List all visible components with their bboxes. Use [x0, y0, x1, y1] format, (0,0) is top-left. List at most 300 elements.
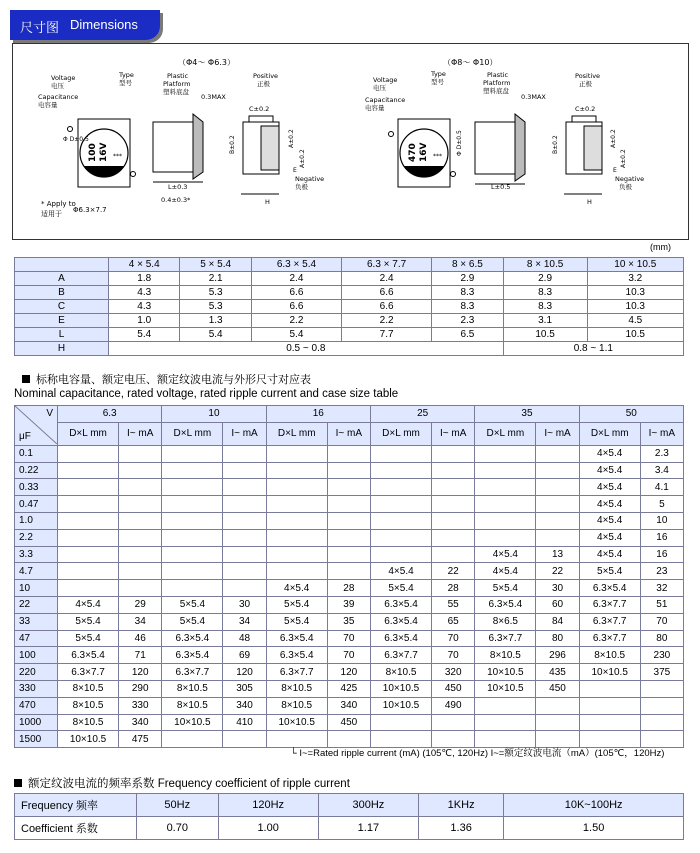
- right-cap-value: 470: [408, 143, 418, 162]
- ripple-current-cell: 46: [119, 630, 162, 647]
- case-size-cell: 6.3×5.4: [370, 613, 431, 630]
- case-size-cell: 4×5.4: [579, 462, 640, 479]
- dim-value-cell: 4.3: [109, 286, 180, 300]
- sub-header-dl: D×L mm: [58, 422, 119, 445]
- case-size-cell: [162, 580, 223, 597]
- dim-value-cell: 1.8: [109, 272, 180, 286]
- ripple-current-cell: 29: [119, 596, 162, 613]
- ripple-current-cell: [223, 479, 266, 496]
- coef-row: [15, 817, 684, 840]
- ripple-current-cell: [119, 445, 162, 462]
- ripple-current-cell: [536, 512, 579, 529]
- ripple-current-cell: 340: [327, 697, 370, 714]
- dim-value-cell: 7.7: [342, 328, 432, 342]
- ripple-corner-cell: [15, 406, 58, 446]
- negative-label-left: Negative: [295, 175, 325, 183]
- freq-row: [15, 794, 684, 817]
- case-size-cell: 4×5.4: [579, 496, 640, 513]
- case-size-cell: [266, 496, 327, 513]
- ripple-row: [15, 680, 684, 697]
- ripple-current-cell: [223, 496, 266, 513]
- ripple-current-cell: 3.4: [640, 462, 683, 479]
- left-capacitor-side-view: [153, 114, 306, 194]
- ripple-row: [15, 445, 684, 462]
- ripple-current-cell: 71: [119, 647, 162, 664]
- dim-table-corner: [15, 258, 109, 272]
- case-size-cell: [58, 546, 119, 563]
- negative-cn-right: 负极: [619, 183, 632, 191]
- dim-value-cell: 2.2: [342, 314, 432, 328]
- ripple-current-cell: [536, 479, 579, 496]
- dim-value-cell: 1.0: [109, 314, 180, 328]
- case-size-cell: 10×10.5: [579, 664, 640, 681]
- sub-header-dl: D×L mm: [475, 422, 536, 445]
- case-size-cell: 6.3×7.7: [370, 647, 431, 664]
- ripple-current-cell: 120: [327, 664, 370, 681]
- ripple-current-cell: 2.3: [640, 445, 683, 462]
- dim-b-left: B±0.2: [229, 135, 236, 154]
- case-size-cell: [475, 462, 536, 479]
- apply-size: Φ6.3×7.7: [73, 206, 107, 214]
- ripple-current-cell: 22: [536, 563, 579, 580]
- case-size-cell: 6.3×7.7: [162, 664, 223, 681]
- voltage-header: 35: [475, 406, 579, 423]
- sub-header-i: I~ mA: [223, 422, 266, 445]
- case-size-cell: 6.3×5.4: [266, 647, 327, 664]
- ripple-current-cell: 340: [119, 714, 162, 731]
- dim-row-label: C: [15, 300, 109, 314]
- dim-table-row: [15, 272, 684, 286]
- ripple-current-cell: [432, 529, 475, 546]
- ripple-current-cell: [536, 462, 579, 479]
- case-size-cell: [370, 512, 431, 529]
- freq-cell: 10K~100Hz: [504, 794, 684, 817]
- ripple-current-cell: 425: [327, 680, 370, 697]
- case-size-cell: [58, 462, 119, 479]
- freq-cell: 1KHz: [418, 794, 503, 817]
- ripple-current-cell: 28: [327, 580, 370, 597]
- dim-e-right: E: [613, 167, 617, 174]
- case-size-cell: [266, 445, 327, 462]
- ripple-row: [15, 479, 684, 496]
- frequency-table: [14, 793, 684, 840]
- case-size-cell: 6.3×5.4: [266, 630, 327, 647]
- case-size-cell: [266, 563, 327, 580]
- dim-header-cell: 10 × 10.5: [587, 258, 683, 272]
- ripple-table: [14, 405, 684, 748]
- ripple-current-cell: [119, 512, 162, 529]
- freq-cell: 300Hz: [318, 794, 418, 817]
- ripple-current-cell: [119, 563, 162, 580]
- dim-value-cell: 5.3: [180, 300, 251, 314]
- ripple-current-cell: [432, 714, 475, 731]
- case-size-cell: 6.3×5.4: [579, 580, 640, 597]
- ripple-current-cell: [640, 680, 683, 697]
- ripple-current-cell: [223, 546, 266, 563]
- case-size-cell: 8×10.5: [162, 697, 223, 714]
- capacitance-cell: 22: [15, 596, 58, 613]
- ripple-current-cell: [536, 697, 579, 714]
- case-size-cell: 5×5.4: [475, 580, 536, 597]
- ripple-current-cell: [119, 546, 162, 563]
- ripple-current-cell: 80: [536, 630, 579, 647]
- ripple-current-cell: [119, 462, 162, 479]
- case-size-cell: 5×5.4: [579, 563, 640, 580]
- dim-header-cell: 8 × 10.5: [503, 258, 587, 272]
- ripple-current-cell: 39: [327, 596, 370, 613]
- corner-uf-label: μF: [19, 430, 31, 442]
- case-size-cell: 6.3×5.4: [162, 630, 223, 647]
- ripple-current-cell: [432, 479, 475, 496]
- dim-h-large: 0.8 ~ 1.1: [503, 342, 683, 356]
- dimension-drawing-svg: [13, 44, 688, 239]
- ripple-current-cell: [432, 462, 475, 479]
- dim-value-cell: 4.3: [109, 300, 180, 314]
- ripple-subheader-row: [15, 422, 684, 445]
- type-label-right: Type: [431, 70, 446, 78]
- right-cap-mark: ***: [433, 153, 442, 160]
- case-size-cell: [266, 546, 327, 563]
- capacitance-label-right: Capacitance: [365, 96, 406, 104]
- ripple-current-cell: 28: [432, 580, 475, 597]
- ripple-current-cell: 410: [223, 714, 266, 731]
- ripple-row: [15, 580, 684, 597]
- dim-table-unit: (mm): [650, 242, 671, 252]
- positive-label: Positive: [253, 72, 279, 80]
- dim-phid-left: Φ D±0.5: [63, 136, 89, 143]
- ripple-current-cell: 51: [640, 596, 683, 613]
- ripple-current-cell: 70: [327, 630, 370, 647]
- case-size-cell: 10×10.5: [162, 714, 223, 731]
- dim-03max-right: 0.3MAX: [521, 93, 546, 101]
- dim-value-cell: 2.3: [432, 314, 503, 328]
- ripple-footnote: └ I~=Rated ripple current (mA) (105℃, 120Hz) I~=额定纹波电流（mA）(105℃，120Hz): [290, 748, 665, 759]
- dim-value-cell: 6.6: [342, 300, 432, 314]
- dim-header-cell: 5 × 5.4: [180, 258, 251, 272]
- case-size-cell: [58, 580, 119, 597]
- left-capacitor-top-view: [63, 119, 136, 187]
- ripple-current-cell: 70: [432, 630, 475, 647]
- case-size-cell: 10×10.5: [370, 680, 431, 697]
- capacitance-cell: 1000: [15, 714, 58, 731]
- positive-label-right: Positive: [575, 72, 601, 80]
- ripple-current-cell: [536, 714, 579, 731]
- voltage-cn-right: 电压: [373, 84, 386, 92]
- dim-value-cell: 6.6: [251, 286, 341, 300]
- positive-cn-right: 正极: [579, 80, 592, 88]
- dim-value-cell: 2.9: [432, 272, 503, 286]
- dim-l-left: L±0.3: [168, 183, 188, 191]
- case-size-cell: [58, 445, 119, 462]
- ripple-current-cell: [223, 529, 266, 546]
- ripple-current-cell: [432, 445, 475, 462]
- ripple-row: [15, 563, 684, 580]
- dim-value-cell: 6.6: [251, 300, 341, 314]
- dim-header-cell: 4 × 5.4: [109, 258, 180, 272]
- ripple-current-cell: [119, 496, 162, 513]
- left-cap-value: 100: [88, 143, 98, 162]
- ripple-current-cell: 80: [640, 630, 683, 647]
- ripple-current-cell: 60: [536, 596, 579, 613]
- corner-v-label: V: [46, 408, 53, 419]
- dim-table-row: [15, 328, 684, 342]
- case-size-cell: 6.3×5.4: [370, 596, 431, 613]
- capacitance-cell: 0.22: [15, 462, 58, 479]
- ripple-current-cell: [223, 563, 266, 580]
- ripple-row: [15, 613, 684, 630]
- case-size-cell: [162, 496, 223, 513]
- ripple-current-cell: 35: [327, 613, 370, 630]
- left-cap-mark: ***: [113, 153, 122, 160]
- ripple-current-cell: 10: [640, 512, 683, 529]
- capacitance-cn: 电容量: [38, 101, 58, 109]
- case-size-cell: 8×10.5: [58, 680, 119, 697]
- case-size-cell: 10×10.5: [58, 731, 119, 748]
- case-size-cell: 8×10.5: [370, 664, 431, 681]
- ripple-current-cell: 450: [536, 680, 579, 697]
- case-size-cell: [266, 462, 327, 479]
- ripple-row: [15, 630, 684, 647]
- capacitance-cell: 0.33: [15, 479, 58, 496]
- sub-header-dl: D×L mm: [162, 422, 223, 445]
- freq-table-title: [14, 775, 350, 791]
- freq-cell: 120Hz: [218, 794, 318, 817]
- case-size-cell: 6.3×7.7: [579, 630, 640, 647]
- case-size-cell: [162, 462, 223, 479]
- dim-header-cell: 6.3 × 7.7: [342, 258, 432, 272]
- case-size-cell: [370, 546, 431, 563]
- case-size-cell: 4×5.4: [475, 546, 536, 563]
- right-capacitor-top-view: [389, 119, 464, 187]
- freq-title-text: 额定纹波电流的频率系数 Frequency coefficient of ripple current: [28, 778, 350, 790]
- freq-cell: 50Hz: [137, 794, 219, 817]
- case-size-cell: 6.3×7.7: [58, 664, 119, 681]
- dim-value-cell: 2.9: [503, 272, 587, 286]
- case-size-cell: 4×5.4: [579, 512, 640, 529]
- left-cap-volt: 16V: [99, 142, 109, 162]
- capacitance-label: Capacitance: [38, 93, 79, 101]
- case-size-cell: [579, 680, 640, 697]
- ripple-current-cell: [327, 462, 370, 479]
- case-size-cell: 4×5.4: [579, 445, 640, 462]
- ripple-current-cell: 65: [432, 613, 475, 630]
- case-size-cell: [475, 496, 536, 513]
- case-size-cell: [266, 529, 327, 546]
- case-size-cell: 4×5.4: [579, 529, 640, 546]
- dim-table-row-h: [15, 342, 684, 356]
- left-range-label: （Φ4～ Φ6.3）: [178, 58, 235, 67]
- ripple-current-cell: [432, 496, 475, 513]
- sub-header-i: I~ mA: [327, 422, 370, 445]
- case-size-cell: [58, 563, 119, 580]
- dim-row-label: A: [15, 272, 109, 286]
- dim-a-left-2: A±0.2: [299, 149, 306, 168]
- voltage-header: 50: [579, 406, 683, 423]
- dim-e-left: E: [293, 167, 297, 174]
- dim-a-right-2: A±0.2: [620, 149, 627, 168]
- coef-cell: 1.00: [218, 817, 318, 840]
- voltage-label-right: Voltage: [373, 76, 398, 84]
- case-size-cell: [162, 546, 223, 563]
- dim-header-cell: 8 × 6.5: [432, 258, 503, 272]
- case-size-cell: [475, 479, 536, 496]
- ripple-current-cell: 70: [640, 613, 683, 630]
- ripple-voltage-row: [15, 406, 684, 423]
- case-size-cell: 6.3×5.4: [58, 647, 119, 664]
- ripple-current-cell: 13: [536, 546, 579, 563]
- case-size-cell: [370, 529, 431, 546]
- dim-value-cell: 1.3: [180, 314, 251, 328]
- apply-note: * Apply to: [41, 200, 76, 208]
- right-capacitor-side-view: [475, 114, 627, 194]
- case-size-cell: [58, 496, 119, 513]
- case-size-cell: [475, 529, 536, 546]
- ripple-current-cell: 435: [536, 664, 579, 681]
- case-size-cell: 6.3×7.7: [475, 630, 536, 647]
- dim-value-cell: 2.4: [342, 272, 432, 286]
- dim-value-cell: 8.3: [503, 300, 587, 314]
- platform-label: Platform: [163, 80, 191, 88]
- case-size-cell: [58, 479, 119, 496]
- plastic-label: Plastic: [167, 72, 189, 80]
- dim-value-cell: 10.3: [587, 286, 683, 300]
- case-size-cell: [579, 697, 640, 714]
- platform-label-right: Platform: [483, 79, 511, 87]
- sub-header-i: I~ mA: [640, 422, 683, 445]
- case-size-cell: 4×5.4: [58, 596, 119, 613]
- ripple-current-cell: 22: [432, 563, 475, 580]
- case-size-cell: [370, 462, 431, 479]
- negative-cn-left: 负极: [295, 183, 308, 191]
- ripple-current-cell: 375: [640, 664, 683, 681]
- ripple-current-cell: 230: [640, 647, 683, 664]
- freq-label: Frequency 频率: [15, 794, 137, 817]
- capacitance-cell: 1.0: [15, 512, 58, 529]
- ripple-current-cell: [327, 445, 370, 462]
- ripple-row: [15, 529, 684, 546]
- ripple-current-cell: [223, 462, 266, 479]
- dim-value-cell: 3.1: [503, 314, 587, 328]
- dim-value-cell: 5.3: [180, 286, 251, 300]
- case-size-cell: 8×10.5: [266, 697, 327, 714]
- case-size-cell: [370, 479, 431, 496]
- type-cn: 型号: [119, 79, 132, 87]
- ripple-current-cell: 340: [223, 697, 266, 714]
- dim-value-cell: 10.5: [587, 328, 683, 342]
- capacitance-cell: 2.2: [15, 529, 58, 546]
- type-cn-right: 型号: [431, 78, 444, 86]
- dim-value-cell: 6.6: [342, 286, 432, 300]
- case-size-cell: [475, 445, 536, 462]
- case-size-cell: 10×10.5: [475, 664, 536, 681]
- ripple-current-cell: 48: [223, 630, 266, 647]
- ripple-row: [15, 697, 684, 714]
- sub-header-dl: D×L mm: [370, 422, 431, 445]
- dim-h-small: 0.5 ~ 0.8: [109, 342, 504, 356]
- dimension-table: [14, 257, 684, 356]
- dim-header-cell: 6.3 × 5.4: [251, 258, 341, 272]
- case-size-cell: 4×5.4: [579, 479, 640, 496]
- ripple-current-cell: [223, 580, 266, 597]
- dimension-drawing: [12, 43, 689, 240]
- case-size-cell: 6.3×7.7: [579, 613, 640, 630]
- ripple-current-cell: [119, 529, 162, 546]
- case-size-cell: 4×5.4: [266, 580, 327, 597]
- ripple-current-cell: 30: [223, 596, 266, 613]
- sub-header-dl: D×L mm: [266, 422, 327, 445]
- ripple-current-cell: 475: [119, 731, 162, 748]
- plastic-cn: 塑料底盘: [163, 88, 189, 96]
- ripple-current-cell: 490: [432, 697, 475, 714]
- ripple-current-cell: 450: [432, 680, 475, 697]
- ripple-current-cell: [223, 512, 266, 529]
- case-size-cell: [475, 697, 536, 714]
- ripple-table-title-cn: [22, 371, 311, 387]
- ripple-current-cell: 32: [640, 580, 683, 597]
- ripple-current-cell: 4.1: [640, 479, 683, 496]
- ripple-current-cell: 330: [119, 697, 162, 714]
- case-size-cell: 5×5.4: [162, 596, 223, 613]
- case-size-cell: 8×10.5: [58, 714, 119, 731]
- dim-value-cell: 10.3: [587, 300, 683, 314]
- case-size-cell: [162, 445, 223, 462]
- dim-h-right: H: [587, 198, 592, 206]
- ripple-current-cell: [327, 546, 370, 563]
- right-cap-volt: 16V: [419, 142, 429, 162]
- ripple-current-cell: 34: [119, 613, 162, 630]
- case-size-cell: [58, 529, 119, 546]
- dim-03max-left: 0.3MAX: [201, 93, 226, 101]
- case-size-cell: 4×5.4: [370, 563, 431, 580]
- ripple-current-cell: 120: [223, 664, 266, 681]
- dim-value-cell: 6.5: [432, 328, 503, 342]
- dim-row-label: E: [15, 314, 109, 328]
- capacitance-cell: 330: [15, 680, 58, 697]
- ripple-current-cell: 23: [640, 563, 683, 580]
- ripple-row: [15, 647, 684, 664]
- voltage-header: 16: [266, 406, 370, 423]
- coef-cell: 1.36: [418, 817, 503, 840]
- case-size-cell: 6.3×7.7: [266, 664, 327, 681]
- ripple-title-cn-text: 标称电容量、额定电压、额定纹波电流与外形尺寸对应表: [36, 374, 311, 386]
- ripple-current-cell: 69: [223, 647, 266, 664]
- case-size-cell: [579, 714, 640, 731]
- dim-value-cell: 3.2: [587, 272, 683, 286]
- capacitance-cell: 470: [15, 697, 58, 714]
- case-size-cell: 5×5.4: [370, 580, 431, 597]
- case-size-cell: [475, 512, 536, 529]
- sub-header-i: I~ mA: [119, 422, 162, 445]
- ripple-table-title-en: Nominal capacitance, rated voltage, rated ripple current and case size table: [14, 388, 399, 400]
- case-size-cell: [266, 512, 327, 529]
- ripple-current-cell: [536, 529, 579, 546]
- ripple-current-cell: 320: [432, 664, 475, 681]
- ripple-current-cell: [327, 563, 370, 580]
- case-size-cell: [475, 714, 536, 731]
- section-header: [10, 10, 160, 40]
- case-size-cell: 6.3×5.4: [370, 630, 431, 647]
- case-size-cell: 5×5.4: [162, 613, 223, 630]
- dim-value-cell: 2.1: [180, 272, 251, 286]
- case-size-cell: [370, 714, 431, 731]
- capacitance-cell: 10: [15, 580, 58, 597]
- ripple-row: [15, 714, 684, 731]
- voltage-cn: 电压: [51, 82, 64, 90]
- dim-phid-right: Φ D±0.5: [456, 130, 463, 156]
- ripple-row: [15, 512, 684, 529]
- ripple-current-cell: 450: [327, 714, 370, 731]
- ripple-current-cell: 30: [536, 580, 579, 597]
